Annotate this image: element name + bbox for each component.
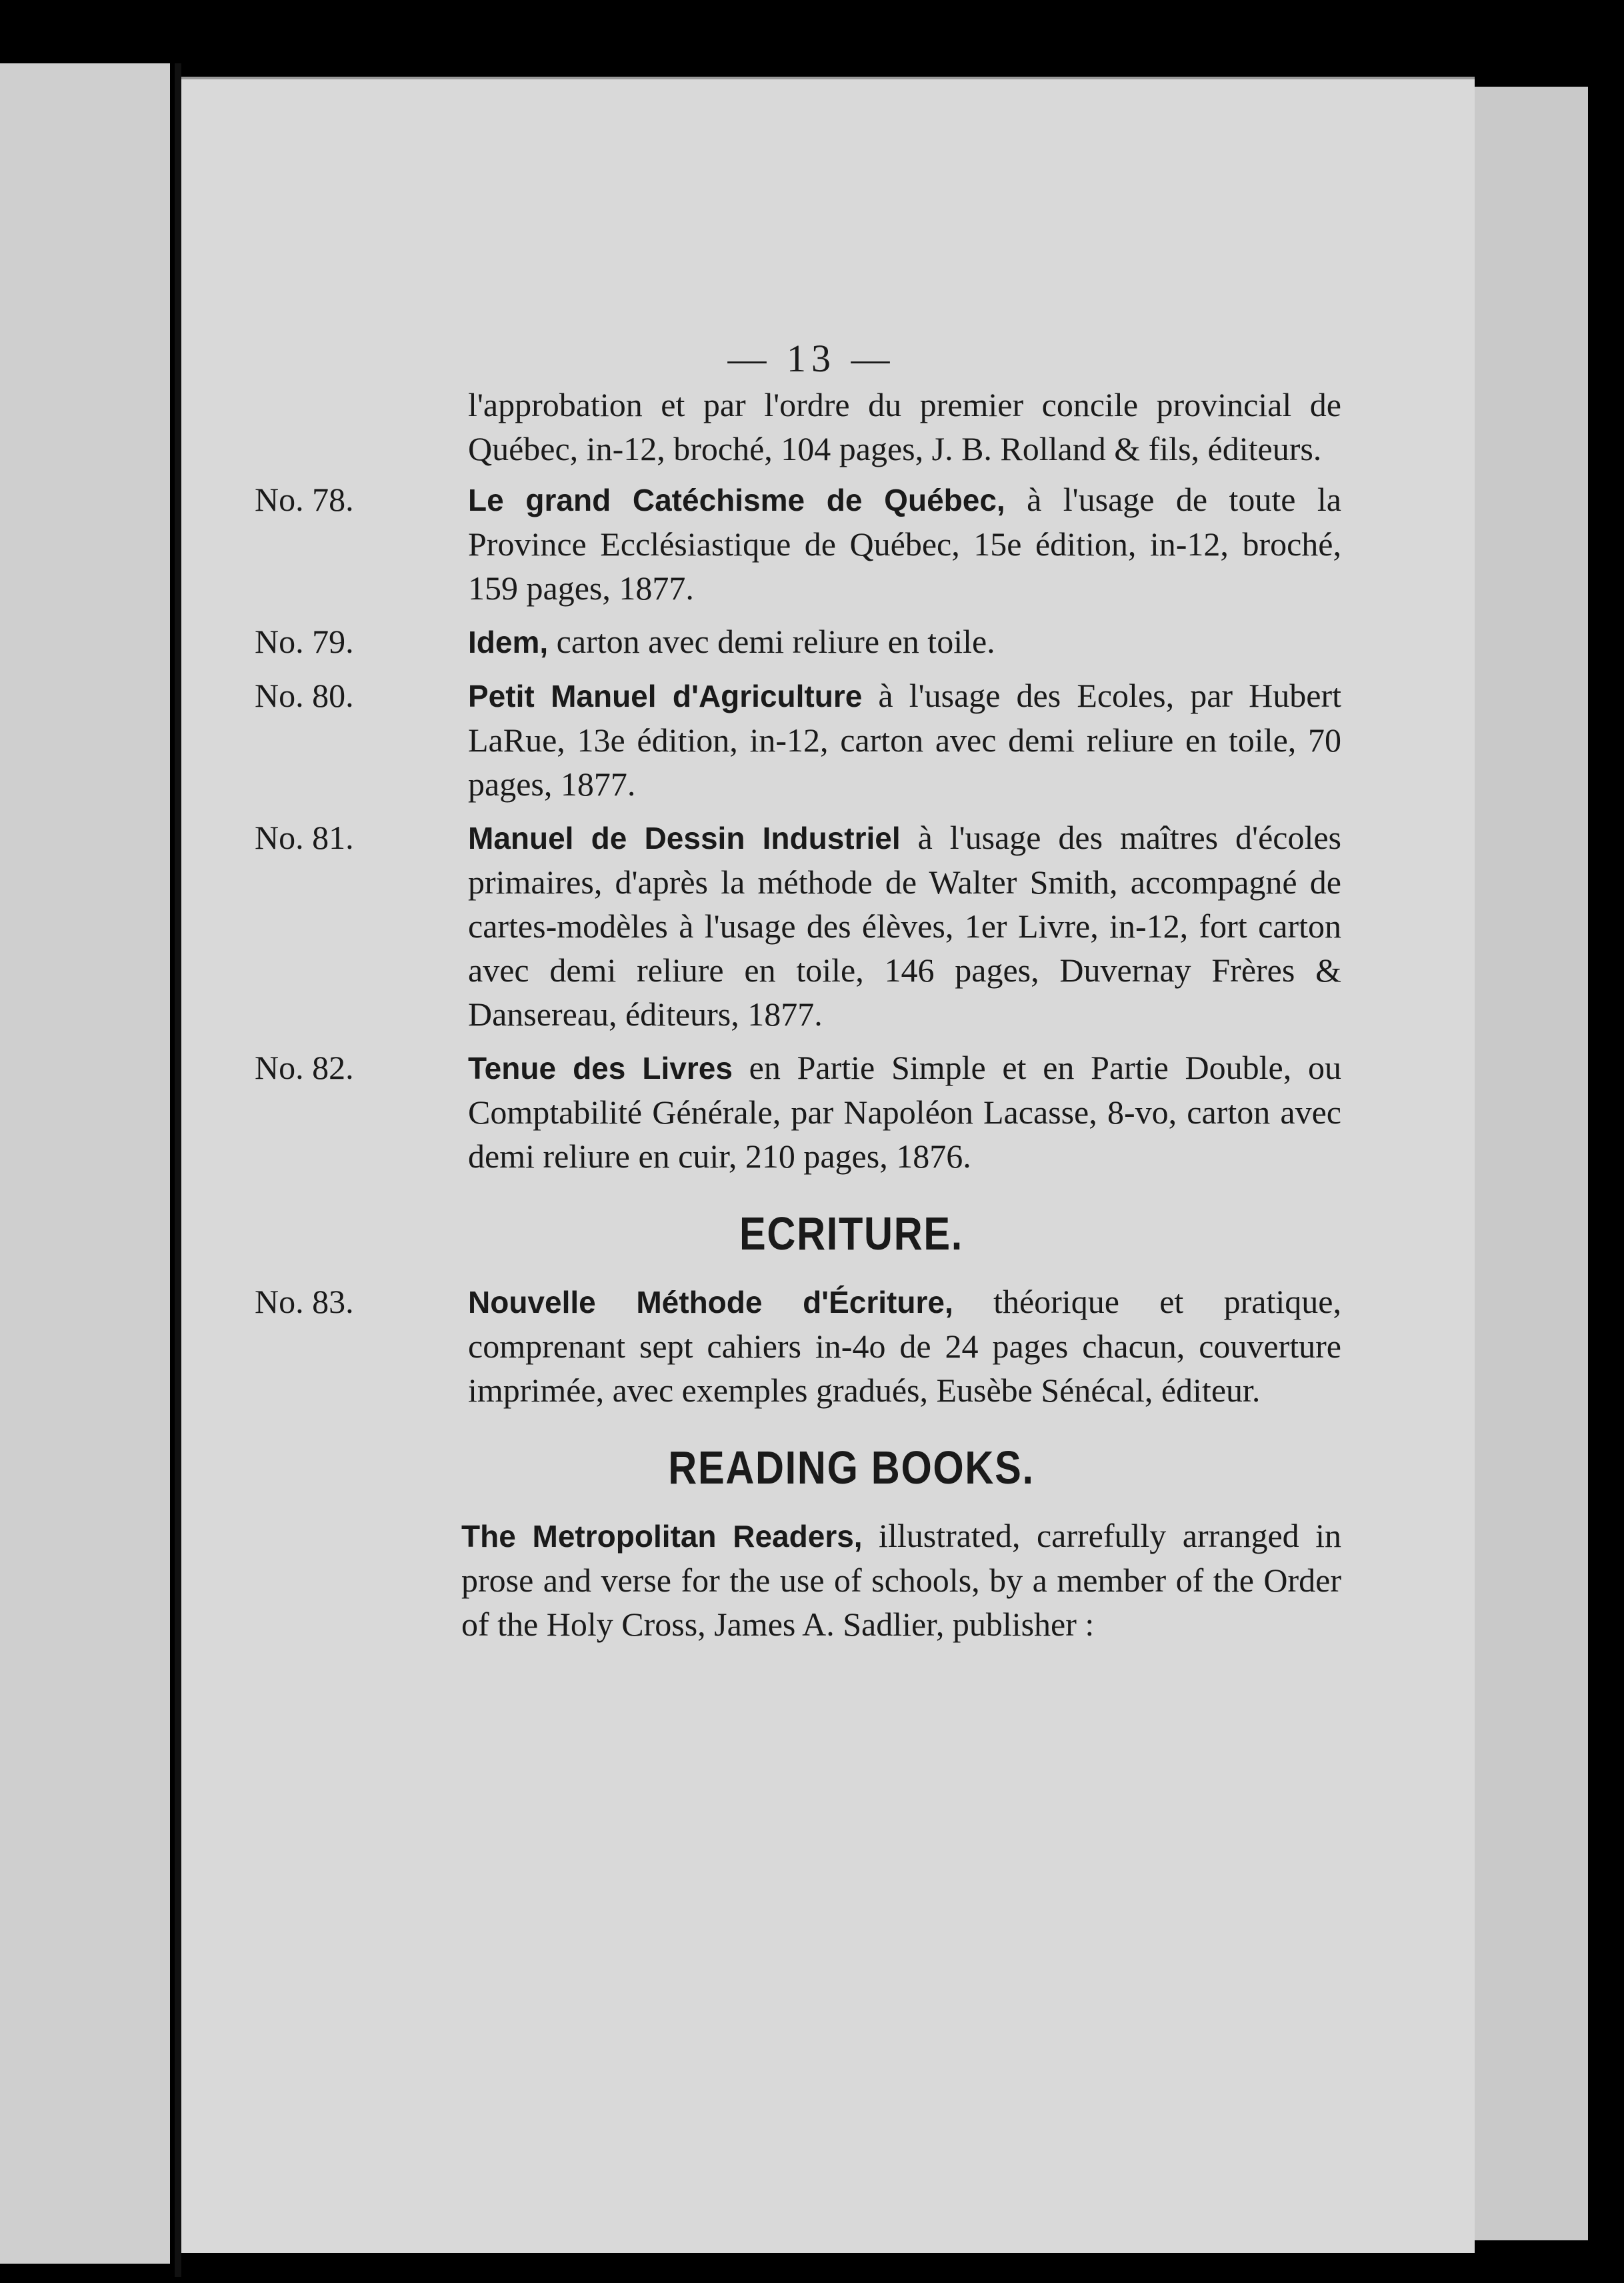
- entry-number: No. 80.: [255, 677, 354, 714]
- entry-title: Idem,: [468, 625, 549, 659]
- entry-text: en Partie Simple et en Partie Double, ou Comptabilité Générale, par Napoléon Lacasse, 8-vo, carton avec demi reliure en cuir, 210 pages, 1876.: [468, 1049, 1341, 1175]
- entry-text: à l'usage des maîtres d'écoles primaires, d'après la méthode de Walter Smith, accompagné de cartes-modèles à l'usage des élèves, 1er Livre, in-12, fort carton avec demi reliure en toile, 146 pages, Duvernay Frères & Dansereau, éditeurs, 1877.: [468, 819, 1341, 1033]
- reader-entry: [361, 1514, 1341, 1646]
- continuation-text: l'approbation et par l'ordre du premier concile provincial de Québec, in-12, broché, 104 pages, J. B. Rolland & fils, éditeurs.: [468, 386, 1341, 467]
- catalog-entry-82: [255, 1045, 1341, 1178]
- catalog-entry-80: [255, 673, 1341, 806]
- entry-number: No. 78.: [255, 481, 354, 518]
- entry-title: Manuel de Dessin Industriel: [468, 821, 901, 855]
- book-spine: [175, 63, 181, 2277]
- catalog-entry-83: [255, 1280, 1341, 1412]
- catalog-entry-79: [255, 619, 1341, 664]
- scanned-page: [181, 77, 1475, 2253]
- entry-text: carton avec demi reliure en toile.: [548, 623, 995, 660]
- entry-title: Nouvelle Méthode d'Écriture,: [468, 1285, 953, 1320]
- catalog-block: [255, 383, 1341, 1646]
- entry-title: Le grand Catéchisme de Québec,: [468, 483, 1005, 517]
- adjacent-page-strip: [0, 63, 170, 2264]
- entry-number: No. 83.: [255, 1283, 354, 1320]
- catalog-entry-81: [255, 815, 1341, 1036]
- catalog-entry-78: [255, 477, 1341, 610]
- entry-number: No. 82.: [255, 1049, 354, 1086]
- entry-text: à l'usage des Ecoles, par Hubert LaRue, 13e édition, in-12, carton avec demi reliure en toile, 70 pages, 1877.: [468, 677, 1341, 803]
- section-heading-reading-books: READING BOOKS.: [668, 1442, 1035, 1494]
- page-content: [181, 79, 1475, 2253]
- page-number: — 13 —: [727, 337, 895, 380]
- entry-text: théorique et pratique, comprenant sept cahiers in-4o de 24 pages chacun, couverture imprimée, avec exemples gradués, Eusèbe Sénécal, éditeur.: [468, 1283, 1341, 1409]
- entry-number: No. 79.: [255, 623, 354, 660]
- entry-number: No. 81.: [255, 819, 354, 856]
- entry-text: à l'usage de toute la Province Ecclésiastique de Québec, 15e édition, in-12, broché, 159 pages, 1877.: [468, 481, 1341, 607]
- reader-title: The Metropolitan Readers,: [461, 1519, 863, 1554]
- reader-text: illustrated, carrefully arranged in prose and verse for the use of schools, by a member of the Order of the Holy Cross, James A. Sadlier, publisher :: [461, 1517, 1341, 1643]
- page-edge: [1475, 87, 1588, 2240]
- entry-title: Tenue des Livres: [468, 1051, 733, 1085]
- section-heading-ecriture: ECRITURE.: [739, 1208, 963, 1260]
- entry-title: Petit Manuel d'Agriculture: [468, 679, 863, 713]
